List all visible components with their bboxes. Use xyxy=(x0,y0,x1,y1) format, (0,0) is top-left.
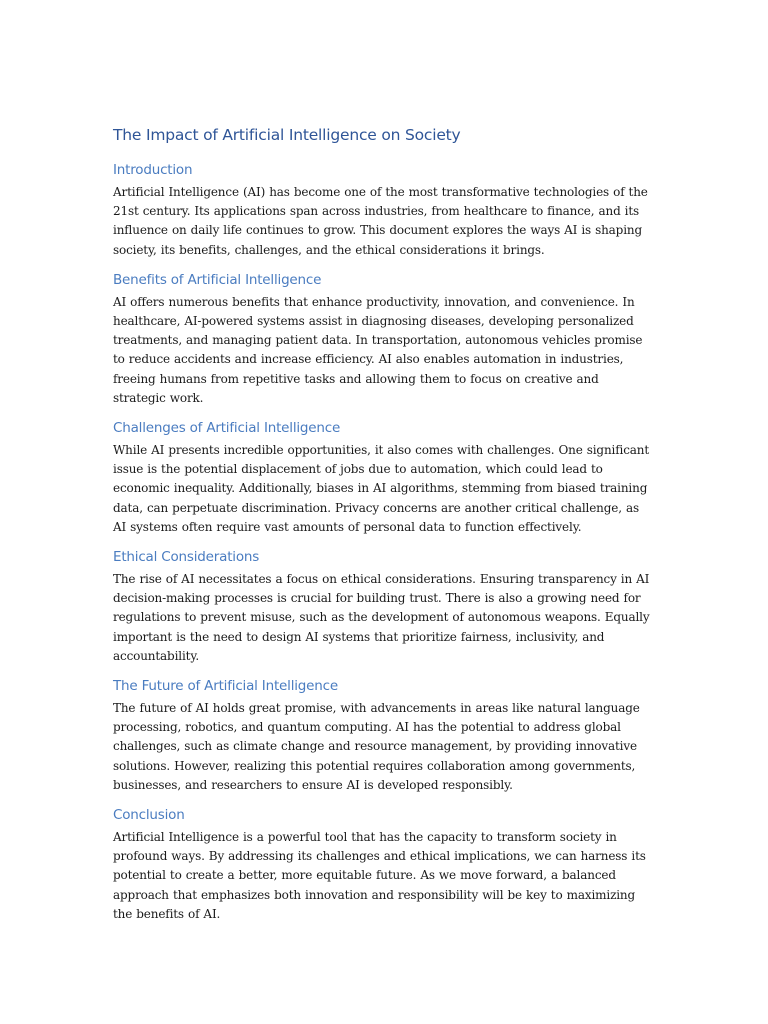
section-benefits xyxy=(113,270,653,408)
section-ethical-considerations xyxy=(113,547,653,666)
section-heading: Benefits of Artificial Intelligence xyxy=(113,271,322,288)
section-conclusion xyxy=(113,805,653,924)
section-paragraph: The future of AI holds great promise, with advancements in areas like natural language processing, robotics, and quantum computing. AI has the potential to address global challenges, such as climate change and resource management, by providing innovative solutions. However, realizing this potential requires collaboration among governments, businesses, and researchers to ensure AI is developed responsibly. xyxy=(113,701,640,792)
section-challenges xyxy=(113,418,653,537)
section-heading: Introduction xyxy=(113,162,193,178)
section-heading: Ethical Considerations xyxy=(113,549,260,566)
document-page xyxy=(113,124,653,934)
section-future xyxy=(113,676,653,795)
document-title: The Impact of Artificial Intelligence on Society xyxy=(113,126,461,144)
section-paragraph: While AI presents incredible opportunities, it also comes with challenges. One significant issue is the potential displacement of jobs due to automation, which could lead to economic inequality. Additionally, biases in AI algorithms, stemming from biased training data, can perpetuate discrimination. Privacy concerns are another critical challenge, as AI systems often require vast amounts of personal data to function effectively. xyxy=(113,443,650,534)
section-paragraph: AI offers numerous benefits that enhance productivity, innovation, and convenience. In healthcare, AI-powered systems assist in diagnosing diseases, developing personalized treatments, and managing patient data. In transportation, autonomous vehicles promise to reduce accidents and increase efficiency. AI also enables automation in industries, freeing humans from repetitive tasks and allowing them to focus on creative and strategic work. xyxy=(113,294,643,405)
section-introduction xyxy=(113,160,653,260)
section-paragraph: Artificial Intelligence is a powerful tool that has the capacity to transform society in profound ways. By addressing its challenges and ethical implications, we can harness its potential to create a better, more equitable future. As we move forward, a balanced approach that emphasizes both innovation and responsibility will be key to maximizing the benefits of AI. xyxy=(113,830,646,921)
section-paragraph: Artificial Intelligence (AI) has become one of the most transformative technologies of the 21st century. Its applications span across industries, from healthcare to finance, and its influence on daily life continues to grow. This document explores the ways AI is shaping society, its benefits, challenges, and the ethical considerations it brings. xyxy=(113,185,648,257)
section-heading: Challenges of Artificial Intelligence xyxy=(113,420,341,437)
section-paragraph: The rise of AI necessitates a focus on ethical considerations. Ensuring transparency in AI decision-making processes is crucial for building trust. There is also a growing need for regulations to prevent misuse, such as the development of autonomous weapons. Equally important is the need to design AI systems that prioritize fairness, inclusivity, and accountability. xyxy=(113,572,650,663)
section-heading: The Future of Artificial Intelligence xyxy=(113,678,338,695)
section-heading: Conclusion xyxy=(113,807,185,824)
